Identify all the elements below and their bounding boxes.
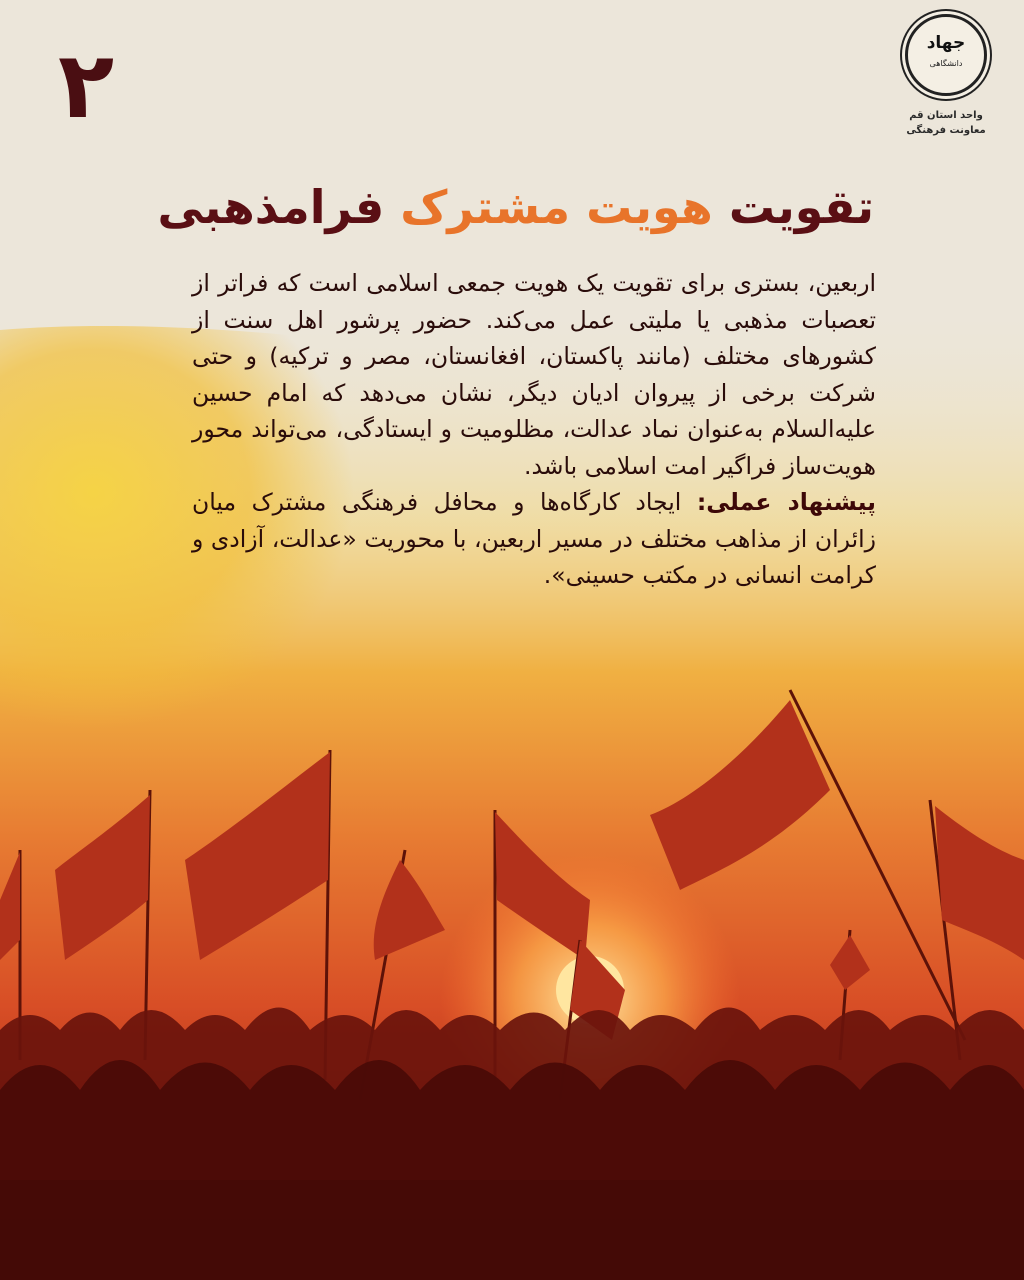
suggestion-label: پیشنهاد عملی: bbox=[696, 488, 876, 516]
logo-subtitle: دانشگاهی bbox=[929, 59, 963, 68]
article-body bbox=[192, 265, 876, 594]
title-part1: تقویت bbox=[728, 180, 874, 234]
logo-caption-line2: معاونت فرهنگی bbox=[906, 125, 986, 136]
suggestion-text: ایجاد کارگاه‌ها و محافل فرهنگی مشترک میان زائران از مذاهب مختلف در مسیر اربعین، با محوریت «عدالت، آزادی و کرامت انسانی در مکتب حسینی». bbox=[192, 488, 876, 589]
logo-seal-icon bbox=[905, 14, 987, 96]
logo-caption-line1: واحد استان قم bbox=[909, 110, 983, 121]
page-title bbox=[114, 180, 874, 235]
page-number: ۲ bbox=[58, 32, 115, 139]
organization-logo bbox=[896, 14, 996, 138]
title-accent: هویت مشترک bbox=[400, 180, 713, 234]
logo-caption bbox=[896, 108, 996, 138]
logo-name: جهاد bbox=[926, 33, 966, 53]
title-part3: فرامذهبی bbox=[157, 180, 385, 234]
suggestion-paragraph bbox=[192, 484, 876, 594]
body-paragraph: اربعین، بستری برای تقویت یک هویت جمعی اسلامی است که فراتر از تعصبات مذهبی یا ملیتی عمل می‌کند. حضور پرشور اهل سنت از کشورهای مختلف (مانند پاکستان، افغانستان، مصر و ترکیه) و حتی شرکت برخی از پیروان ادیان دیگر، نشان می‌دهد که امام حسین عليه‌السلام به‌عنوان نماد عدالت، مظلومیت و ایستادگی، می‌تواند محور هویت‌ساز فراگیر امت اسلامی باشد. bbox=[192, 269, 876, 480]
